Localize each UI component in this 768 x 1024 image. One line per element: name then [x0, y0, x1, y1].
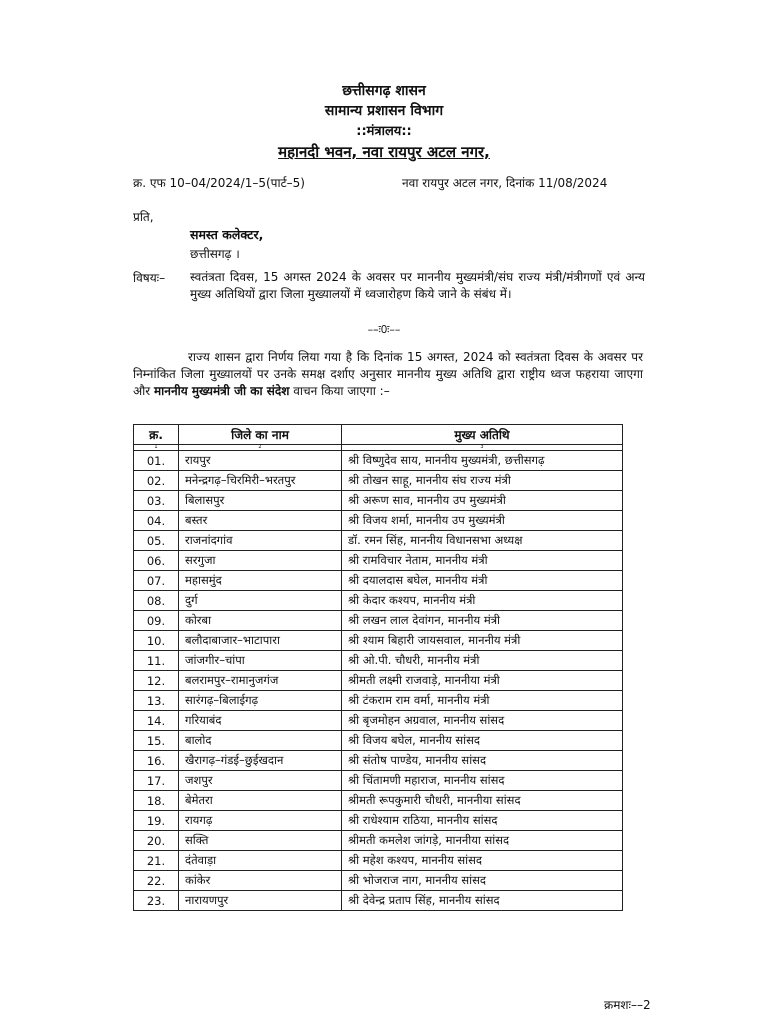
table-body: [134, 451, 623, 911]
row-district: रायगढ़: [179, 811, 342, 831]
addressee-name: समस्त कलेक्टर,: [190, 227, 264, 242]
row-serial: 09.: [134, 611, 179, 631]
row-serial: 02.: [134, 471, 179, 491]
row-serial: 08.: [134, 591, 179, 611]
reference-number: क्र. एफ 10–04/2024/1–5(पार्ट–5): [133, 176, 305, 190]
table-row: [134, 691, 623, 711]
row-chief-guest: श्री भोजराज नाग, माननीय सांसद: [342, 871, 623, 891]
row-district: सरगुजा: [179, 551, 342, 571]
row-district: बिलासपुर: [179, 491, 342, 511]
row-serial: 04.: [134, 511, 179, 531]
row-district: राजनांदगांव: [179, 531, 342, 551]
table-row: [134, 811, 623, 831]
separator: ––ः0ः––: [367, 323, 401, 336]
row-serial: 22.: [134, 871, 179, 891]
row-chief-guest: श्रीमती रूपकुमारी चौधरी, माननीया सांसद: [342, 791, 623, 811]
row-district: रायपुर: [179, 451, 342, 471]
row-serial: 15.: [134, 731, 179, 751]
table-row: [134, 531, 623, 551]
body-text-before: राज्य शासन द्वारा निर्णय लिया गया है कि दिनांक 15 अगस्त, 2024 को स्वतंत्रता दिवस के अवसर पर निम्नांकित जिला मुख्यालयों पर उनके समक्ष दर्शाए अनुसार माननीय मुख्य अतिथि द्वारा राष्ट्रीय ध्वज फहराया जाएगा और: [133, 350, 643, 398]
row-serial: 12.: [134, 671, 179, 691]
row-district: गरियाबंद: [179, 711, 342, 731]
row-district: सारंगढ़–बिलाईगढ़: [179, 691, 342, 711]
row-chief-guest: श्री महेश कश्यप, माननीय सांसद: [342, 851, 623, 871]
row-district: दुर्ग: [179, 591, 342, 611]
row-serial: 03.: [134, 491, 179, 511]
header-chief-guest: मुख्य अतिथि: [342, 425, 623, 445]
row-district: बलरामपुर–रामानुजगंज: [179, 671, 342, 691]
body-text-bold: माननीय मुख्यमंत्री जी का संदेश: [154, 384, 290, 398]
row-district: कोरबा: [179, 611, 342, 631]
table-row: [134, 751, 623, 771]
table-row: [134, 851, 623, 871]
row-chief-guest: श्री बृजमोहन अग्रवाल, माननीय सांसद: [342, 711, 623, 731]
row-serial: 14.: [134, 711, 179, 731]
row-serial: 01.: [134, 451, 179, 471]
row-chief-guest: श्री देवेन्द्र प्रताप सिंह, माननीय सांसद: [342, 891, 623, 911]
header-ministry: ::मंत्रालय::: [356, 124, 412, 139]
index-2: 2: [179, 445, 342, 451]
table-row: [134, 551, 623, 571]
row-serial: 10.: [134, 631, 179, 651]
row-district: कांकेर: [179, 871, 342, 891]
addressee-prefix: प्रति,: [133, 210, 154, 224]
index-1: 1: [134, 445, 179, 451]
continued-marker: क्रमशः––2: [604, 998, 651, 1012]
row-serial: 06.: [134, 551, 179, 571]
row-district: खैरागढ़–गंडई–छुईखदान: [179, 751, 342, 771]
row-district: बस्तर: [179, 511, 342, 531]
row-chief-guest: श्री श्याम बिहारी जायसवाल, माननीय मंत्री: [342, 631, 623, 651]
row-chief-guest: श्री अरूण साव, माननीय उप मुख्यमंत्री: [342, 491, 623, 511]
row-district: जांजगीर–चांपा: [179, 651, 342, 671]
table-row: [134, 651, 623, 671]
table-row: [134, 571, 623, 591]
table-row: [134, 871, 623, 891]
row-chief-guest: श्री राधेश्याम राठिया, माननीय सांसद: [342, 811, 623, 831]
table-row: [134, 671, 623, 691]
row-district: बेमेतरा: [179, 791, 342, 811]
table-row: [134, 591, 623, 611]
header-address: महानदी भवन, नवा रायपुर अटल नगर,: [278, 143, 490, 161]
table-row: [134, 631, 623, 651]
row-serial: 05.: [134, 531, 179, 551]
row-serial: 21.: [134, 851, 179, 871]
row-serial: 19.: [134, 811, 179, 831]
row-chief-guest: श्री ओ.पी. चौधरी, माननीय मंत्री: [342, 651, 623, 671]
row-chief-guest: श्रीमती लक्ष्मी राजवाड़े, माननीया मंत्री: [342, 671, 623, 691]
guests-table: [133, 424, 623, 911]
row-chief-guest: श्री टंकराम राम वर्मा, माननीय मंत्री: [342, 691, 623, 711]
header-department: सामान्य प्रशासन विभाग: [324, 103, 444, 119]
header-district: जिले का नाम: [179, 425, 342, 445]
header-serial: क्र.: [134, 425, 179, 445]
table-row: [134, 771, 623, 791]
table-row: [134, 511, 623, 531]
row-chief-guest: श्री विष्णुदेव साय, माननीय मुख्यमंत्री, छत्तीसगढ़: [342, 451, 623, 471]
row-chief-guest: श्री रामविचार नेताम, माननीय मंत्री: [342, 551, 623, 571]
row-serial: 16.: [134, 751, 179, 771]
index-3: 3: [342, 445, 623, 451]
row-serial: 11.: [134, 651, 179, 671]
row-district: जशपुर: [179, 771, 342, 791]
row-chief-guest: श्री विजय शर्मा, माननीय उप मुख्यमंत्री: [342, 511, 623, 531]
row-serial: 13.: [134, 691, 179, 711]
row-chief-guest: श्री चिंतामणी महाराज, माननीय सांसद: [342, 771, 623, 791]
header-government: छत्तीसगढ़ शासन: [342, 83, 426, 99]
table-row: [134, 791, 623, 811]
row-serial: 23.: [134, 891, 179, 911]
row-chief-guest: श्री संतोष पाण्डेय, माननीय सांसद: [342, 751, 623, 771]
table-header-row: [134, 425, 623, 445]
row-district: नारायणपुर: [179, 891, 342, 911]
row-chief-guest: श्री दयालदास बघेल, माननीय मंत्री: [342, 571, 623, 591]
row-serial: 20.: [134, 831, 179, 851]
subject-label: विषयः–: [133, 271, 166, 285]
table-row: [134, 491, 623, 511]
row-district: महासमुंद: [179, 571, 342, 591]
row-chief-guest: डॉ. रमन सिंह, माननीय विधानसभा अध्यक्ष: [342, 531, 623, 551]
row-district: दंतेवाड़ा: [179, 851, 342, 871]
table-row: [134, 611, 623, 631]
row-district: बालोद: [179, 731, 342, 751]
row-chief-guest: श्री लखन लाल देवांगन, माननीय मंत्री: [342, 611, 623, 631]
row-serial: 17.: [134, 771, 179, 791]
row-district: बलौदाबाजार–भाटापारा: [179, 631, 342, 651]
row-district: सक्ति: [179, 831, 342, 851]
row-chief-guest: श्रीमती कमलेश जांगड़े, माननीया सांसद: [342, 831, 623, 851]
table-row: [134, 451, 623, 471]
row-serial: 07.: [134, 571, 179, 591]
body-text-after: वाचन किया जाएगा :–: [289, 384, 390, 398]
row-chief-guest: श्री केदार कश्यप, माननीय मंत्री: [342, 591, 623, 611]
table-row: [134, 731, 623, 751]
table-row: [134, 831, 623, 851]
row-serial: 18.: [134, 791, 179, 811]
row-district: मनेन्द्रगढ़–चिरमिरी–भरतपुर: [179, 471, 342, 491]
table-row: [134, 711, 623, 731]
reference-place-date: नवा रायपुर अटल नगर, दिनांक 11/08/2024: [402, 176, 608, 190]
table-row: [134, 891, 623, 911]
table-row: [134, 471, 623, 491]
row-chief-guest: श्री तोखन साहू, माननीय संघ राज्य मंत्री: [342, 471, 623, 491]
body-paragraph: [133, 349, 643, 400]
addressee-state: छत्तीसगढ़ ।: [190, 247, 240, 261]
row-chief-guest: श्री विजय बघेल, माननीय सांसद: [342, 731, 623, 751]
subject-text: स्वतंत्रता दिवस, 15 अगस्त 2024 के अवसर पर माननीय मुख्यमंत्री/संघ राज्य मंत्री/मंत्रीगणों एवं अन्य मुख्य अतिथियों द्वारा जिला मुख्यालयों में ध्वजारोहण किये जाने के संबंध में।: [190, 270, 645, 301]
